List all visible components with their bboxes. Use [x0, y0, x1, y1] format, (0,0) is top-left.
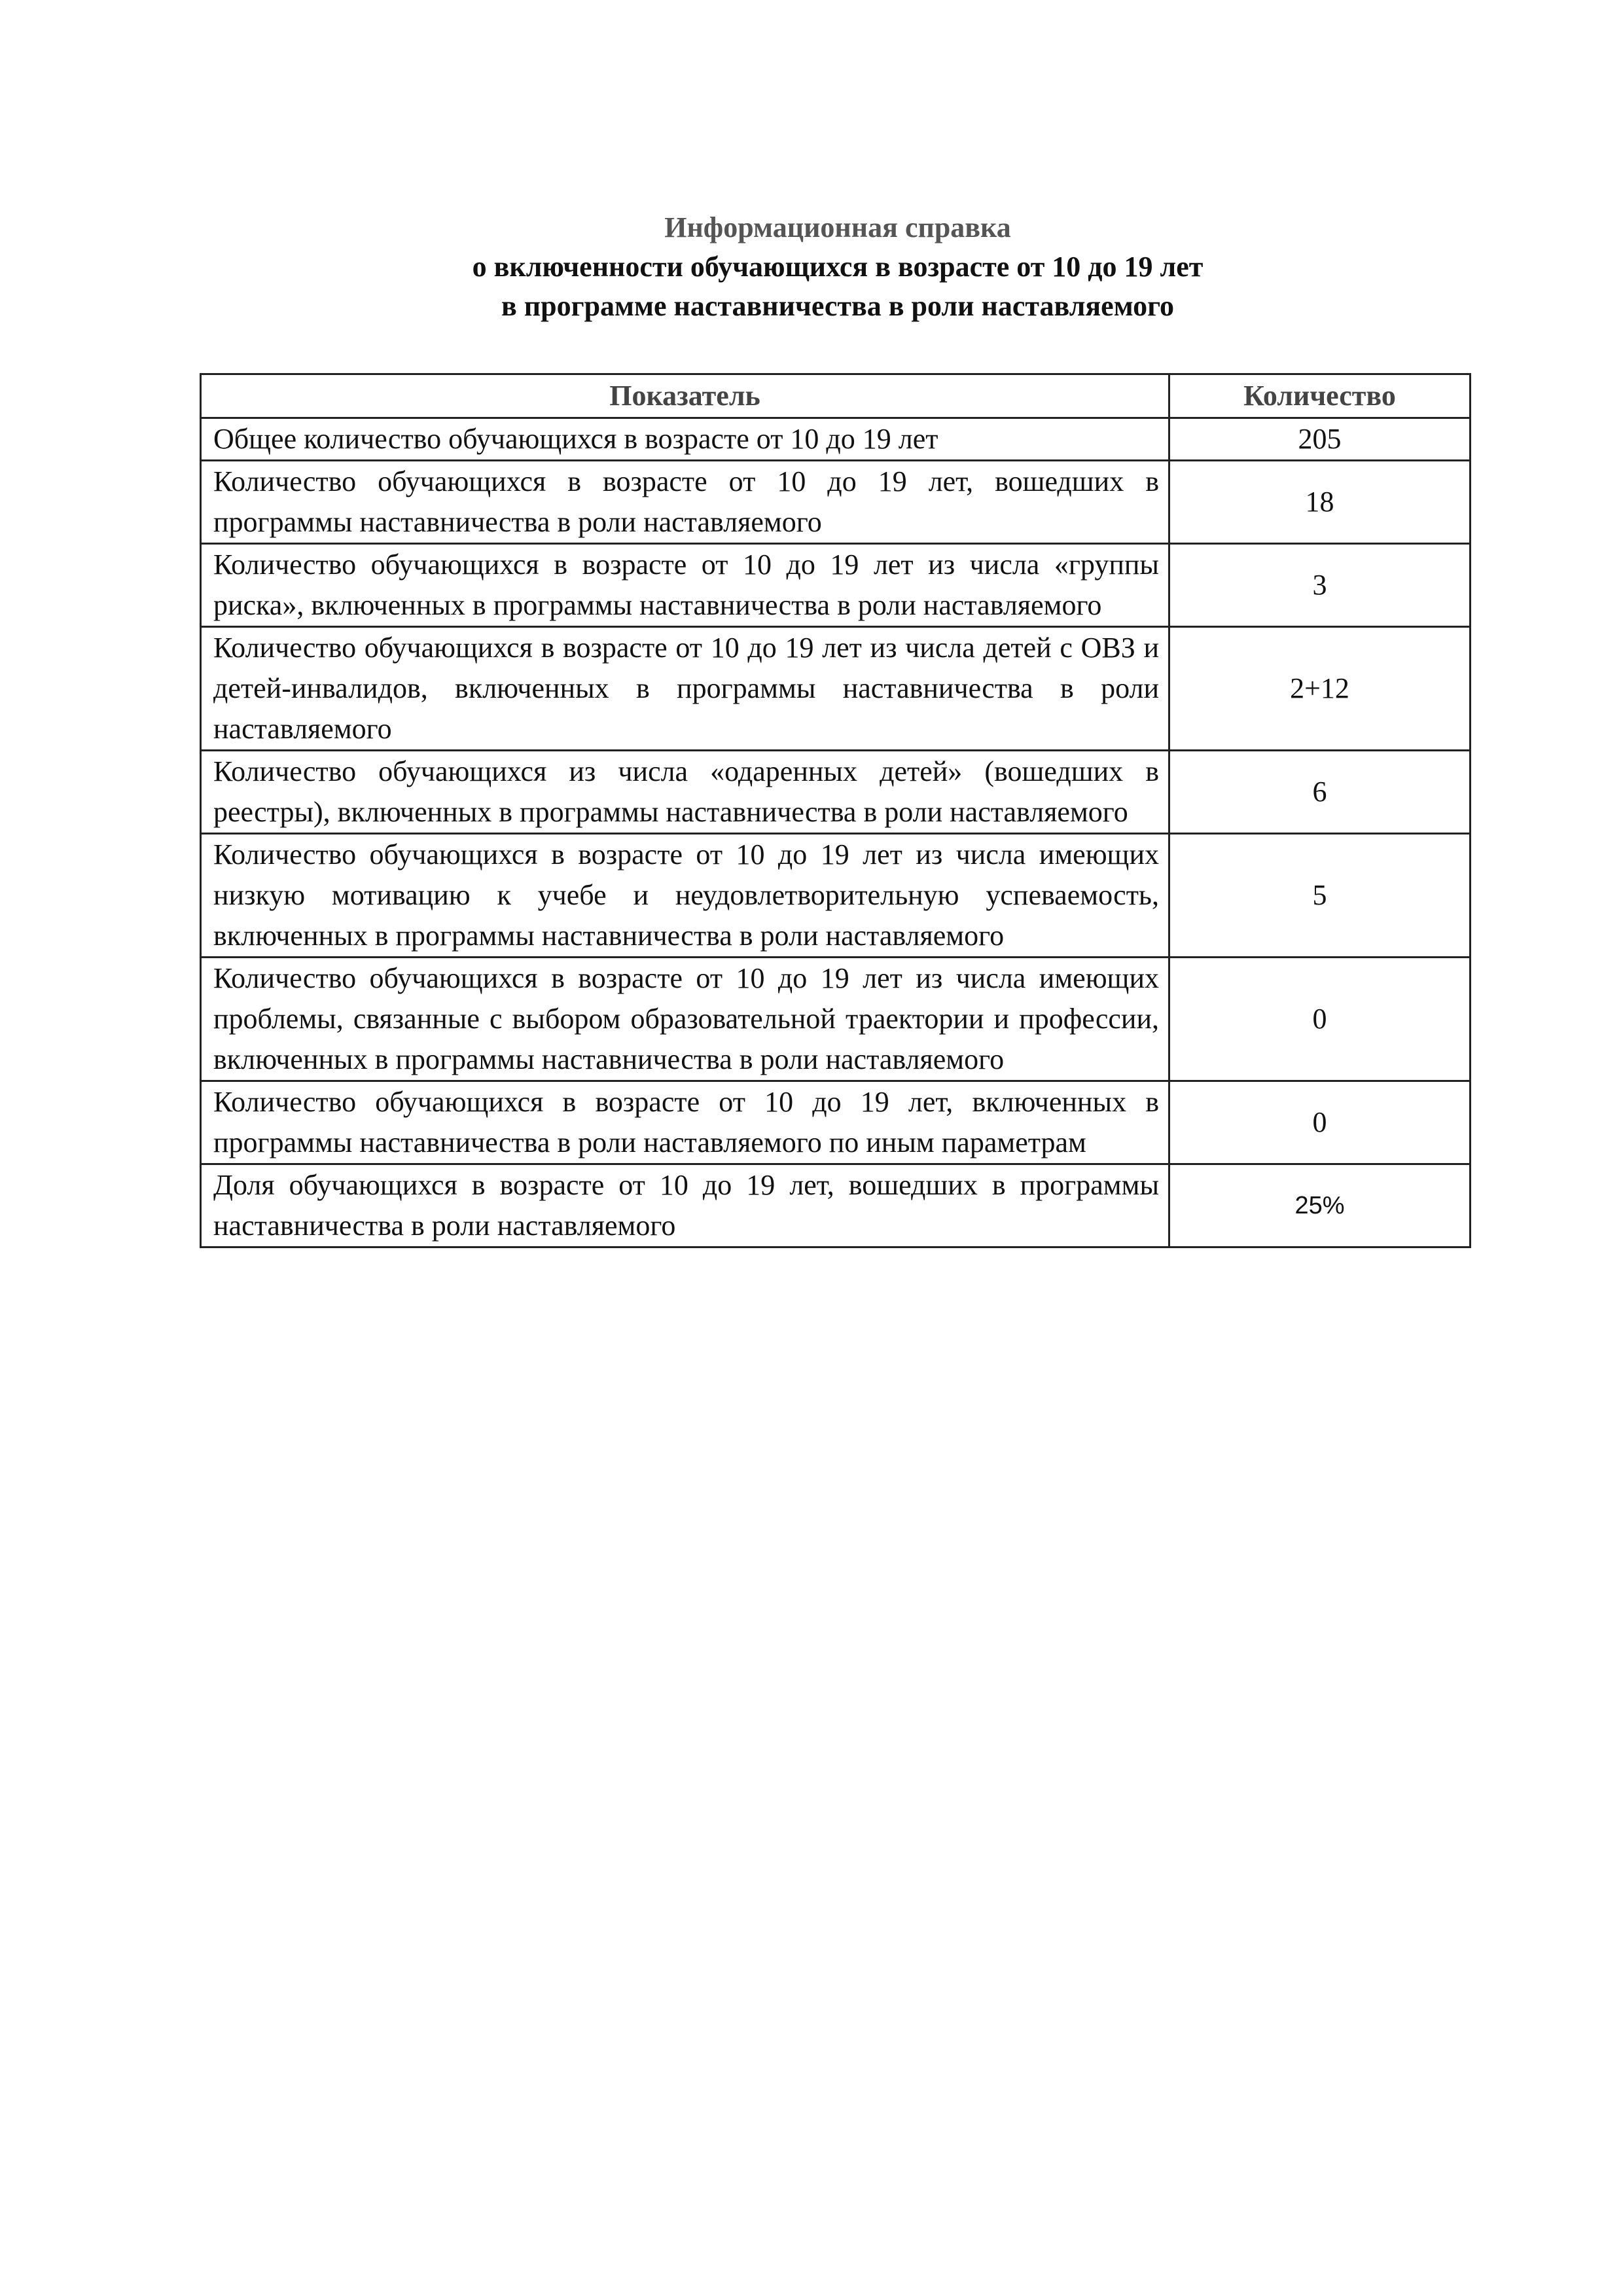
- table-row: [201, 1164, 1471, 1247]
- row-value: 25%: [1169, 1164, 1471, 1247]
- row-label: Количество обучающихся в возрасте от 10 до 19 лет из числа «группы риска», включенных в программы наставничества в роли наставляемого: [201, 544, 1169, 627]
- row-value: 3: [1169, 544, 1471, 627]
- document-title: [196, 208, 1479, 326]
- title-line-1: Информационная справка: [664, 211, 1011, 243]
- info-table: [200, 373, 1471, 1248]
- row-label: Общее количество обучающихся в возрасте от 10 до 19 лет: [201, 418, 1169, 461]
- column-header-quantity: Количество: [1169, 374, 1471, 418]
- row-label: Количество обучающихся в возрасте от 10 до 19 лет, вошедших в программы наставничества в роли наставляемого: [201, 461, 1169, 544]
- table-row: [201, 418, 1471, 461]
- title-line-3: в программе наставничества в роли наставляемого: [501, 290, 1174, 322]
- table-row: [201, 461, 1471, 544]
- row-value: 205: [1169, 418, 1471, 461]
- table-header-row: [201, 374, 1471, 418]
- row-value: 0: [1169, 1081, 1471, 1164]
- table-row: [201, 1081, 1471, 1164]
- column-header-indicator: Показатель: [201, 374, 1169, 418]
- row-label: Количество обучающихся в возрасте от 10 до 19 лет, включенных в программы наставничества в роли наставляемого по иным параметрам: [201, 1081, 1169, 1164]
- row-label: Количество обучающихся в возрасте от 10 до 19 лет из числа имеющих проблемы, связанные с выбором образовательной траектории и профессии, включенных в программы наставничества в роли наставляемого: [201, 958, 1169, 1081]
- row-label: Количество обучающихся в возрасте от 10 до 19 лет из числа имеющих низкую мотивацию к учебе и неудовлетворительную успеваемость, включенных в программы наставничества в роли наставляемого: [201, 834, 1169, 958]
- row-label: Количество обучающихся из числа «одаренных детей» (вошедших в реестры), включенных в программы наставничества в роли наставляемого: [201, 751, 1169, 834]
- row-value: 6: [1169, 751, 1471, 834]
- table-row: [201, 544, 1471, 627]
- row-value: 5: [1169, 834, 1471, 958]
- row-value: 2+12: [1169, 627, 1471, 751]
- row-label: Доля обучающихся в возрасте от 10 до 19 лет, вошедших в программы наставничества в роли наставляемого: [201, 1164, 1169, 1247]
- row-value: 18: [1169, 461, 1471, 544]
- row-label: Количество обучающихся в возрасте от 10 до 19 лет из числа детей с ОВЗ и детей-инвалидов, включенных в программы наставничества в роли наставляемого: [201, 627, 1169, 751]
- row-value: 0: [1169, 958, 1471, 1081]
- title-line-2: о включенности обучающихся в возрасте от 10 до 19 лет: [472, 251, 1204, 283]
- table-row: [201, 627, 1471, 751]
- table-row: [201, 958, 1471, 1081]
- table-row: [201, 834, 1471, 958]
- table-row: [201, 751, 1471, 834]
